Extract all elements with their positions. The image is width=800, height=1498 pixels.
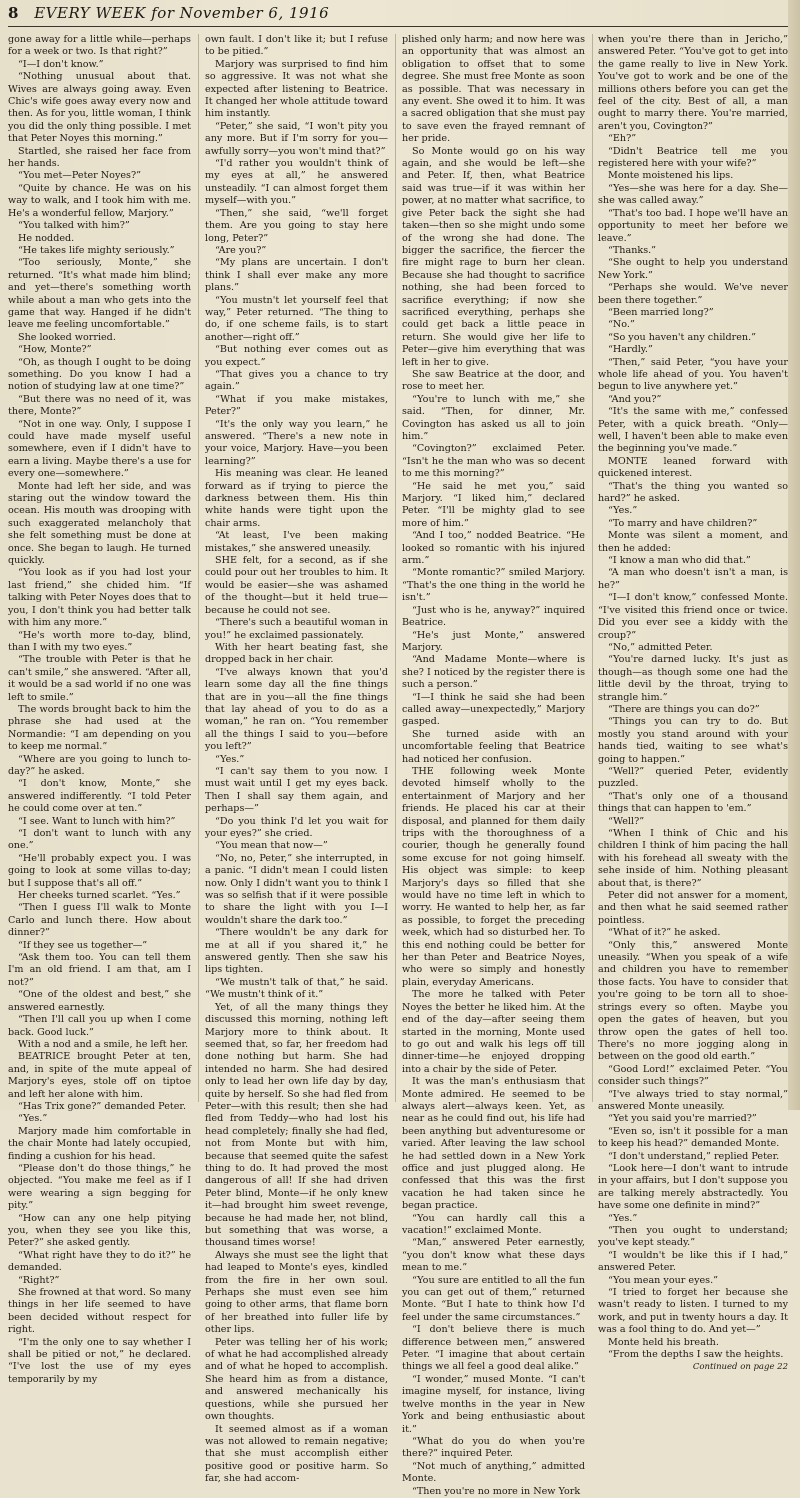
paragraph: “Nothing unusual about that. Wives are always going away. Even Chic's wife goes away every now and then. As for you, little woman, I think you did the only thing possible. I met that Peter Noyes this morning.”: [8, 71, 191, 145]
paragraph: “I'd rather you wouldn't think of my eyes at all,” he answered unsteadily. “I can almost forget them myself—with you.”: [205, 158, 388, 207]
column-divider: [395, 34, 396, 1102]
paragraph: “Not in one way. Only, I suppose I could have made myself useful somewhere, even if I didn't have to earn a living. Maybe there's a use for every one—somewhere.”: [8, 418, 191, 480]
paragraph: Startled, she raised her face from her hands.: [8, 145, 191, 170]
paragraph: “So you haven't any children.”: [608, 331, 757, 343]
text-column-3: [402, 34, 585, 1497]
paragraph: MONTE leaned forward with quickened interest.: [598, 455, 788, 480]
paragraph: gone away for a little while—perhaps for a week or two. Is that right?”: [8, 34, 191, 58]
paragraph: She frowned at that word. So many things in her life seemed to have been decided without respect for right.: [8, 1287, 191, 1336]
paragraph: “Well?” queried Peter, evidently puzzled.: [598, 765, 788, 790]
paragraph: “And Madame Monte—where is she? I noticed by the register there is such a person.”: [402, 654, 585, 691]
paragraph: “And you?”: [608, 393, 662, 405]
paragraph: “Just who is he, anyway?” inquired Beatrice.: [402, 604, 585, 629]
paragraph: Monte had left her side, and was staring out the window toward the ocean. His mouth was drooping with such exaggerated melancholy that she felt something must be done at once. She began to laugh. He turned quickly.: [8, 480, 191, 567]
paragraph: “I've always tried to stay normal,” answered Monte uneasily.: [598, 1088, 788, 1112]
paragraph: “I don't believe there is much difference between men,” answered Peter. “I imagine that about certain things we all feel a good deal alike.”: [402, 1324, 585, 1373]
paragraph: “He's worth more to-day, blind, than I with my two eyes.”: [8, 629, 191, 653]
paragraph: “How, Monte?”: [18, 344, 92, 356]
paragraph: “Well?”: [608, 815, 645, 827]
paragraph: “Then I'll call you up when I come back. Good luck.”: [8, 1014, 191, 1038]
paragraph: “She ought to help you understand New York.”: [598, 257, 788, 281]
paragraph: “Hardly.”: [608, 344, 653, 356]
paragraph: “Didn't Beatrice tell me you registered here with your wife?”: [598, 145, 788, 170]
paragraph: “Covington?” exclaimed Peter. “Isn't he the man who was so decent to me this morning?”: [402, 443, 585, 480]
paragraph: own fault. I don't like it; but I refuse to be pitied.”: [205, 34, 388, 58]
paragraph: “Then,” said Peter, “you have your whole life ahead of you. You haven't begun to live anywhere yet.”: [598, 356, 788, 393]
paragraph: “You're darned lucky. It's just as though—as though some one had the little devil by the throat, trying to strangle him.”: [598, 654, 788, 703]
paragraph: “But there was no need of it, was there, Monte?”: [8, 393, 191, 418]
paragraph: “That's the thing you wanted so hard?” he asked.: [598, 480, 788, 505]
paragraph: “Yes.”: [608, 1212, 638, 1224]
paragraph: “And I too,” nodded Beatrice. “He looked so romantic with his injured arm.”: [402, 530, 585, 567]
paragraph: The more he talked with Peter Noyes the better he liked him. At the end of the day—after seeing them started in the morning, Monte used to go out and walk his legs off till dinner-time—he enjoyed dropping into a chair by the side of Peter.: [402, 989, 585, 1075]
paragraph: Monte held his breath.: [608, 1336, 719, 1348]
paragraph: “He's just Monte,” answered Marjory.: [402, 629, 585, 653]
paragraph: “Perhaps she would. We've never been there together.”: [598, 282, 788, 306]
paragraph: “He said he met you,” said Marjory. “I liked him,” declared Peter. “I'll be mighty glad to see more of him.”: [402, 480, 585, 529]
paragraph: “I see. Want to lunch with him?”: [18, 815, 176, 827]
paragraph: “Thanks.”: [608, 244, 657, 256]
paragraph: BEATRICE brought Peter at ten, and, in spite of the mute appeal of Marjory's eyes, stole off on tiptoe and left her alone with him.: [8, 1051, 191, 1100]
paragraph: “Then,” she said, “we'll forget them. Are you going to stay here long, Peter?”: [205, 207, 388, 244]
paragraph: “You sure are entitled to all the fun you can get out of them,” returned Monte. “But I hate to think how I'd feel under the same circumstances.”: [402, 1274, 585, 1323]
paragraph: “Yes.”: [18, 1113, 48, 1125]
paragraph: So Monte would go on his way again, and she would be left—she and Peter. If, then, what Beatrice said was true—if it was within her power, at no matter what sacrifice, to give Peter back the sight she had taken—then so she might undo some of the wrong she had done. The bigger the sacrifice, the fiercer the fire might rage to burn her clean. Because she had thought to sacrifice nothing, she had been forced to sacrifice everything; if now she sacrificed everything, perhaps she could get back a little peace in return. She would give her life to Peter—give him everything that was left in her to give.: [402, 145, 585, 368]
paragraph: “No,” admitted Peter.: [608, 641, 713, 653]
paragraph: “You mean your eyes.”: [608, 1274, 719, 1286]
paragraph: With a nod and a smile, he left her.: [18, 1038, 189, 1050]
paragraph: “Has Trix gone?” demanded Peter.: [18, 1100, 186, 1112]
column-divider: [198, 34, 199, 1102]
paragraph: “You mustn't let yourself feel that way,” Peter returned. “The thing to do, if one scheme fails, is to start another—right off.”: [205, 294, 388, 343]
paragraph: “Man,” answered Peter earnestly, “you don't know what these days mean to me.”: [402, 1237, 585, 1274]
paragraph: She looked worried.: [18, 331, 116, 343]
paragraph: “Yes.”: [608, 505, 638, 517]
paragraph: She turned aside with an uncomfortable feeling that Beatrice had noticed her confusion.: [402, 728, 585, 765]
paragraph: “From the depths I saw the heights.: [608, 1349, 784, 1361]
paragraph: “Then you're no more in New York: [412, 1485, 581, 1497]
paragraph: With her heart beating fast, she dropped back in her chair.: [205, 641, 388, 666]
paragraph: when you're there than in Jericho,” answered Peter. “You've got to get into the game really to live in New York. You've got to work and be one of the millions others before you can get the feel of the city. Best of all, a man ought to marry there. You're married, aren't you, Covington?”: [598, 34, 788, 132]
paragraph: “I wouldn't be like this if I had,” answered Peter.: [598, 1249, 788, 1274]
page-header: [8, 4, 792, 26]
paragraph: “When I think of Chic and his children I think of him pacing the hall with his forehead all sweaty with the sehe inside of him. Nothing pleasant about that, is there?”: [598, 828, 788, 889]
paragraph: “One of the oldest and best,” she answered earnestly.: [8, 989, 191, 1013]
paragraph: It seemed almost as if a woman was not allowed to remain negative; that she must accomplish either positive good or positive harm. So far, she had accom-: [205, 1423, 388, 1485]
paragraph: “Yes—she was here for a day. She—she was called away.”: [598, 182, 788, 207]
paragraph: The words brought back to him the phrase she had used at the Normandie: “I am depending on you to keep me normal.”: [8, 703, 191, 753]
paragraph: “It's the only way you learn,” he answered. “There's a new note in your voice, Marjory. Have—you been learning?”: [205, 418, 388, 467]
paragraph: Monte moistened his lips.: [608, 170, 734, 182]
paragraph: “Peter,” she said, “I won't pity you any more. But if I'm sorry for you—awfully sorry—you won't mind that?”: [205, 120, 388, 157]
paragraph: “Been married long?”: [608, 306, 714, 318]
paragraph: plished only harm; and now here was an opportunity that was almost an obligation to offset that to some degree. She must free Monte as soon as possible. That was necessary in any event. She owed it to him. It was a sacred obligation that she must pay to save even the frayed remnant of her pride.: [402, 34, 585, 145]
paragraph: “That's only one of a thousand things that can happen to 'em.”: [598, 790, 788, 815]
paragraph: “Ask them too. You can tell them I'm an old friend. I am that, am I not?”: [8, 952, 191, 988]
paragraph: “I know a man who did that.”: [608, 555, 751, 567]
paragraph: Peter did not answer for a moment, and then what he said seemed rather pointless.: [598, 890, 788, 926]
paragraph: THE following week Monte devoted himself wholly to the entertainment of Marjory and her friends. He placed his car at their disposal, and planned for them daily trips with the thoroughness of a courier, though he generally found some excuse for not going himself. His object was simple: to keep Marjory's days so filled that she would have no time left in which to worry. He wanted to help her, as far as possible, to forget the preceding week, which had so disturbed her. To this end nothing could be better for her than Peter and Beatrice Noyes, who were so simply and honestly plain, everyday Americans.: [402, 765, 585, 988]
continued-note: Continued on page 22: [692, 1362, 788, 1373]
column-divider: [592, 34, 593, 1102]
text-column-2: [205, 34, 388, 1485]
paragraph: Marjory made him comfortable in the chair Monte had lately occupied, finding a cushion for his head.: [8, 1125, 191, 1162]
paragraph: “It's the same with me,” confessed Peter, with a quick breath. “Only—well, I haven't been able to make even the beginning you've made.”: [598, 406, 788, 455]
paragraph: “No, no, Peter,” she interrupted, in a panic. “I didn't mean I could listen now. Only I didn't want you to think I was so selfish that if it were possible to share the light with you I—I wouldn't share the dark too.”: [205, 852, 388, 926]
paragraph: “You met—Peter Noyes?”: [18, 170, 142, 182]
paragraph: “You mean that now—”: [215, 840, 328, 852]
text-column-4: [598, 34, 788, 1373]
paragraph: “Too seriously, Monte,” she returned. “It's what made him blind; and yet—there's something worth while about a man who gets into the game that way. Hanged if he didn't leave me feeling uncomfortable.”: [8, 257, 191, 331]
paragraph: “Quite by chance. He was on his way to walk, and I took him with me. He's a wonderful fellow, Marjory.”: [8, 182, 191, 219]
paragraph: “Monte romantic?” smiled Marjory. “That's the one thing in the world he isn't.”: [402, 567, 585, 604]
paragraph: “I can't say them to you now. I must wait until I get my eyes back. Then I shall say them again, and perhaps—”: [205, 765, 388, 815]
paragraph: “At least, I've been making mistakes,” she answered uneasily.: [205, 530, 388, 554]
paragraph: “That's too bad. I hope we'll have an opportunity to meet her before we leave.”: [598, 207, 788, 244]
paragraph: His meaning was clear. He leaned forward as if trying to pierce the darkness between them. His thin white hands were tight upon the chair arms.: [205, 468, 388, 529]
paragraph: “You can hardly call this a vacation!” exclaimed Monte.: [402, 1212, 585, 1236]
paragraph: “I—I don't know.”: [18, 58, 104, 70]
paragraph: “Not much of anything,” admitted Monte.: [402, 1460, 585, 1485]
paragraph: “I don't know, Monte,” she answered indifferently. “I told Peter he could come over at ten.”: [8, 778, 191, 815]
paragraph: “Then I guess I'll walk to Monte Carlo and lunch there. How about dinner?”: [8, 902, 191, 939]
paragraph: “What if you make mistakes, Peter?”: [205, 393, 388, 418]
paragraph: “I'm the only one to say whether I shall be pitied or not,” he declared. “I've lost the use of my eyes temporarily by my: [8, 1336, 191, 1385]
paragraph: “Then you ought to understand; you've kept steady.”: [598, 1225, 788, 1249]
paragraph: “What do you do when you're there?” inquired Peter.: [402, 1435, 585, 1460]
paragraph: “We mustn't talk of that,” he said. “We mustn't think of it.”: [205, 976, 388, 1001]
paragraph: Yet, of all the many things they discussed this morning, nothing left Marjory more to think about. It seemed that, so far, her freedom had done nothing but harm. She had intended no harm. She had desired only to lead her own life day by day, quite by herself. So she had fled from Peter—with this result; then she had fled from Teddy—who had lost his head completely; finally she had fled, not from Monte but with him, because that seemed quite the safest thing to do. It had proved the most dangerous of all! If she had driven Peter blind, Monte—if he only knew it—had brought him sweet revenge, because he had made her, not blind, but something that was worse, a thousand times worse!: [205, 1001, 388, 1249]
paragraph: “A man who doesn't isn't a man, is he?”: [598, 567, 788, 591]
paragraph: “You talked with him?”: [18, 220, 130, 232]
paragraph: Peter was telling her of his work; of what he had accomplished already and of what he hoped to accomplish. She heard him as from a distance, and answered mechanically his questions, while she pursued her own thoughts.: [205, 1336, 388, 1423]
paragraph: “There's such a beautiful woman in you!” he exclaimed passionately.: [205, 617, 388, 641]
paragraph: She saw Beatrice at the door, and rose to meet her.: [402, 368, 585, 393]
paragraph: “Yes.”: [215, 753, 245, 765]
paragraph: He nodded.: [18, 232, 75, 244]
paragraph: “I don't understand,” replied Peter.: [608, 1150, 780, 1162]
paragraph: “Where are you going to lunch to-day?” he asked.: [8, 753, 191, 777]
paragraph: “Things you can try to do. But mostly you stand around with your hands tied, waiting to see what's going to happen.”: [598, 716, 788, 765]
paragraph: Monte was silent a moment, and then he added:: [598, 530, 788, 554]
paragraph: “To marry and have children?”: [608, 517, 758, 529]
header-rule: [8, 26, 792, 27]
paragraph: “Right?”: [18, 1274, 60, 1286]
paragraph: “Yet you said you're married?”: [608, 1113, 757, 1125]
paragraph: “Oh, as though I ought to be doing something. Do you know I had a notion of studying law at one time?”: [8, 356, 191, 393]
paragraph: “My plans are uncertain. I don't think I shall ever make any more plans.”: [205, 257, 388, 294]
paragraph: “The trouble with Peter is that he can't smile,” she answered. “After all, it would be a sad world if no one was left to smile.”: [8, 654, 191, 703]
paragraph: “Good Lord!” exclaimed Peter. “You consider such things?”: [598, 1063, 788, 1088]
paragraph: “I tried to forget her because she wasn't ready to listen. I turned to my work, and put in twenty hours a day. It was a fool thing to do. And yet—”: [598, 1287, 788, 1336]
paragraph: “I—I don't know,” confessed Monte. “I've visited this friend once or twice. Did you ever see a kiddy with the croup?”: [598, 592, 788, 641]
paragraph: “Are you?”: [215, 244, 267, 256]
paragraph: “Do you think I'd let you wait for your eyes?” she cried.: [205, 815, 388, 839]
paragraph: “Look here—I don't want to intrude in your affairs, but I don't suppose you are talking merely abstractedly. You have some one definite in mind?”: [598, 1162, 788, 1212]
paragraph: “I—I think he said she had been called away—unexpectedly,” Marjory gasped.: [402, 691, 585, 728]
paragraph: “Only this,” answered Monte uneasily. “When you speak of a wife and children you have to remember those facts. You have to consider that you're going to be torn all to shoe-strings every so often. Maybe you open the gates of heaven, but you throw open the gates of hell too. There's no more jogging along in between on the good old earth.”: [598, 939, 788, 1063]
paragraph: “What of it?” he asked.: [608, 927, 721, 939]
page-number: 8: [8, 4, 19, 22]
paragraph: “But nothing ever comes out as you expect.”: [205, 344, 388, 368]
paragraph: “If they see us together—”: [18, 939, 148, 951]
text-column-1: [8, 34, 191, 1385]
paragraph: “He'll probably expect you. I was going to look at some villas to-day; but I suppose that's all off.”: [8, 852, 191, 889]
paragraph: “That gives you a chance to try again.”: [205, 368, 388, 393]
paragraph: “I don't want to lunch with any one.”: [8, 828, 191, 852]
paragraph: “No.”: [608, 319, 635, 331]
paragraph: “You look as if you had lost your last friend,” she chided him. “If talking with Peter Noyes does that to you, I don't think you had better talk with him any more.”: [8, 567, 191, 629]
paragraph: It was the man's enthusiasm that Monte admired. He seemed to be always alert—always keen. Yet, as near as he could find out, his life had been anything but adventuresome or varied. After leaving the law school he had settled down in a New York office and just plugged along. He confessed that this was the first vacation he had taken since he began practice.: [402, 1076, 585, 1212]
paragraph: “You're to lunch with me,” she said. “Then, for dinner, Mr. Covington has asked us all to join him.”: [402, 393, 585, 442]
paragraph: “There wouldn't be any dark for me at all if you shared it,” he answered gently. Then she saw his lips tighten.: [205, 927, 388, 976]
paragraph: “How can any one help pitying you, when they see you like this, Peter?” she asked gently.: [8, 1212, 191, 1249]
paragraph: “Even so, isn't it possible for a man to keep his head?” demanded Monte.: [598, 1125, 788, 1150]
paragraph: SHE felt, for a second, as if she could pour out her troubles to him. It would be easier—she was ashamed of the thought—but it held true—because he could not see.: [205, 555, 388, 616]
paragraph: “Please don't do those things,” he objected. “You make me feel as if I were wearing a sign begging for pity.”: [8, 1162, 191, 1212]
page-edge: [788, 0, 800, 1110]
paragraph: “There are things you can do?”: [608, 703, 760, 715]
publication-title: EVERY WEEK for November 6, 1916: [34, 4, 330, 22]
paragraph: “He takes life mighty seriously.”: [18, 244, 175, 256]
paragraph: “I wonder,” mused Monte. “I can't imagine myself, for instance, living twelve months in the year in New York and being enthusiastic about it.”: [402, 1373, 585, 1435]
paragraph: “I've always known that you'd learn some day all the fine things that are in you—all the fine things that lay ahead of you to do as a woman,” he ran on. “You remember all the things I said to you—before you left?”: [205, 666, 388, 753]
paragraph: Her cheeks turned scarlet. “Yes.”: [18, 890, 181, 902]
paragraph: “What right have they to do it?” he demanded.: [8, 1249, 191, 1274]
paragraph: Always she must see the light that had leaped to Monte's eyes, kindled from the fire in her own soul. Perhaps she must even see him going to other arms, that flame born of her breathed into fuller life by other lips.: [205, 1249, 388, 1336]
paragraph: Marjory was surprised to find him so aggressive. It was not what she expected after listening to Beatrice. It changed her whole attitude toward him instantly.: [205, 58, 388, 120]
paragraph: “Eh?”: [608, 133, 637, 145]
